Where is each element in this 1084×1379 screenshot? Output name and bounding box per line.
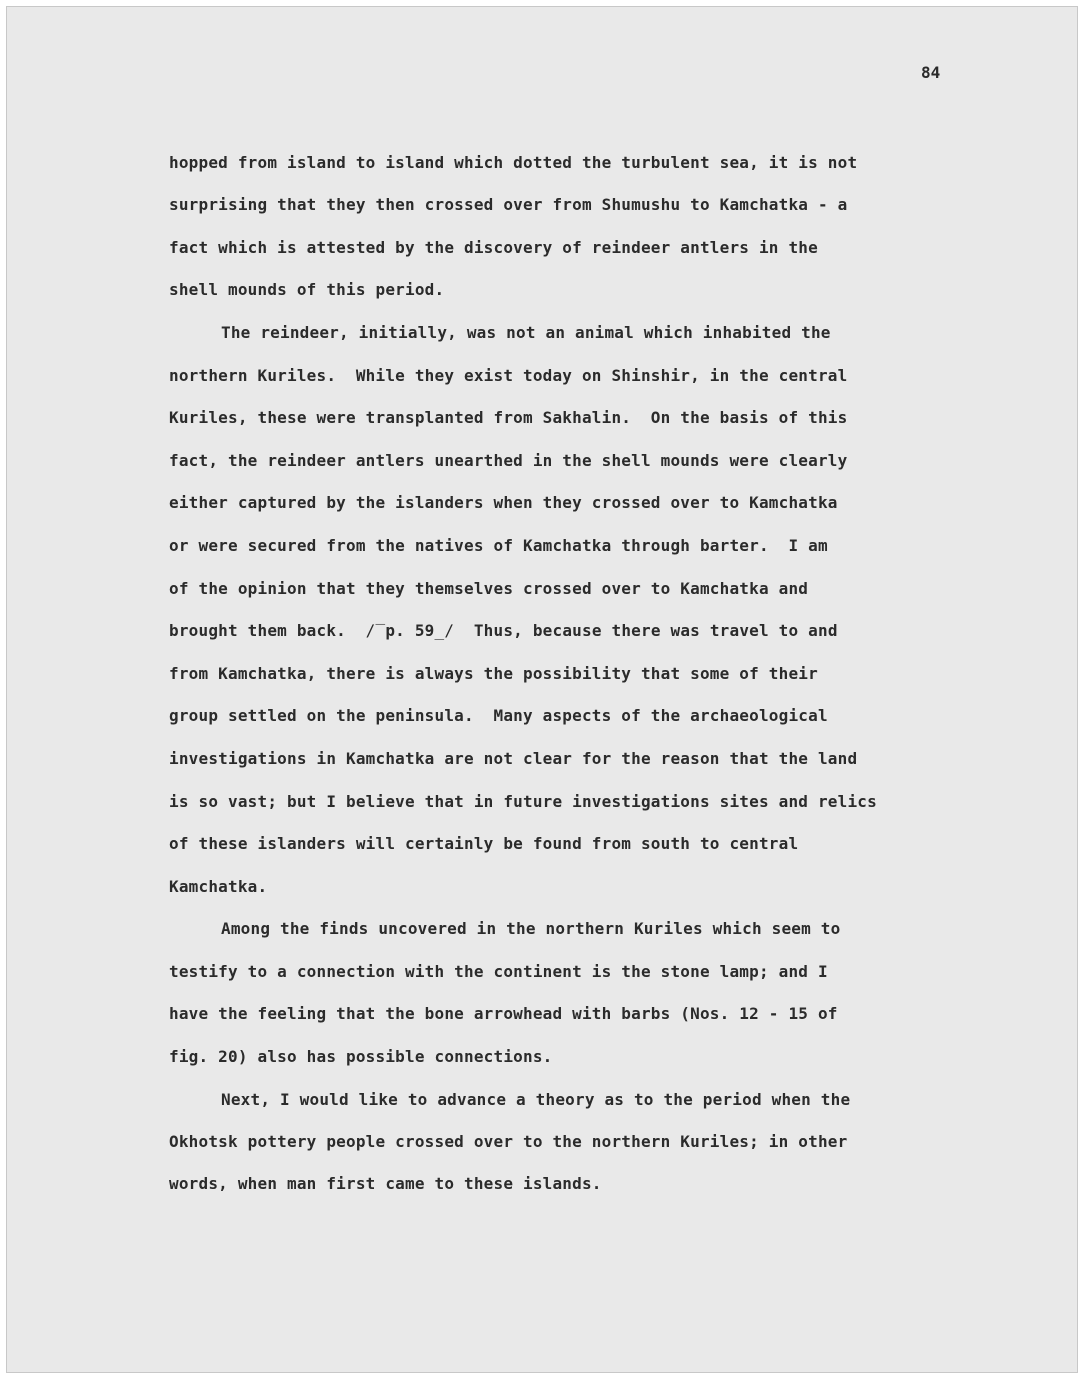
text-line: shell mounds of this period.: [169, 280, 445, 299]
paragraph-start-line: Among the finds uncovered in the northern Kuriles which seem to: [221, 919, 841, 938]
text-line: investigations in Kamchatka are not clear for the reason that the land: [169, 749, 858, 768]
text-line: hopped from island to island which dotted the turbulent sea, it is not: [169, 153, 858, 172]
text-line: fig. 20) also has possible connections.: [169, 1047, 553, 1066]
text-line: surprising that they then crossed over from Shumushu to Kamchatka - a: [169, 195, 848, 214]
text-line: Kamchatka.: [169, 877, 268, 896]
text-line: from Kamchatka, there is always the possibility that some of their: [169, 664, 818, 683]
page-number: 84: [921, 63, 941, 82]
text-line: or were secured from the natives of Kamchatka through barter. I am: [169, 536, 828, 555]
text-line: words, when man first came to these islands.: [169, 1174, 602, 1193]
text-line: Okhotsk pottery people crossed over to the northern Kuriles; in other: [169, 1132, 848, 1151]
text-line: Kuriles, these were transplanted from Sakhalin. On the basis of this: [169, 408, 848, 427]
text-line: either captured by the islanders when they crossed over to Kamchatka: [169, 493, 838, 512]
text-line-with-page-reference: [169, 621, 838, 641]
text-line: testify to a connection with the continent is the stone lamp; and I: [169, 962, 828, 981]
paragraph-start-line: Next, I would like to advance a theory as to the period when the: [221, 1090, 851, 1109]
open-bracket-mark: ∕‾: [365, 621, 386, 640]
text-segment: Thus, because there was travel to and: [454, 621, 838, 640]
text-line: northern Kuriles. While they exist today on Shinshir, in the central: [169, 366, 848, 385]
text-line: have the feeling that the bone arrowhead with barbs (Nos. 12 - 15 of: [169, 1004, 838, 1023]
page-reference: p. 59: [385, 621, 435, 640]
text-line: of these islanders will certainly be found from south to central: [169, 834, 799, 853]
close-bracket-mark: _∕: [434, 621, 455, 640]
text-line: of the opinion that they themselves crossed over to Kamchatka and: [169, 579, 809, 598]
text-line: group settled on the peninsula. Many aspects of the archaeological: [169, 706, 828, 725]
text-line: fact, the reindeer antlers unearthed in the shell mounds were clearly: [169, 451, 848, 470]
document-page: [6, 6, 1078, 1373]
text-line: fact which is attested by the discovery of reindeer antlers in the: [169, 238, 818, 257]
text-segment: brought them back.: [169, 621, 366, 640]
paragraph-start-line: The reindeer, initially, was not an animal which inhabited the: [221, 323, 831, 342]
text-line: is so vast; but I believe that in future investigations sites and relics: [169, 792, 877, 811]
